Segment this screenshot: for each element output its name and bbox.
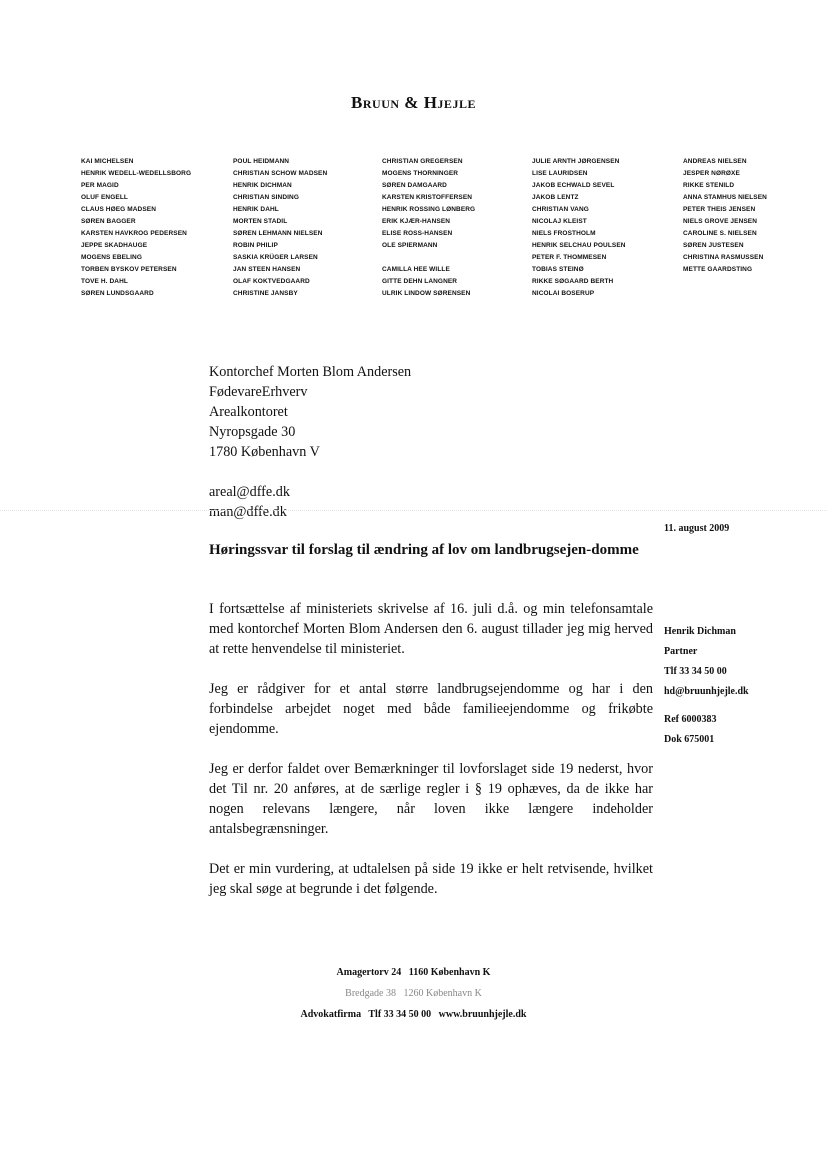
partner-name: ROBIN PHILIP	[233, 242, 278, 249]
partner-name: OLUF ENGELL	[81, 194, 128, 201]
partner-name: JAKOB LENTZ	[532, 194, 579, 201]
partner-name: PETER THEIS JENSEN	[683, 206, 756, 213]
partner-name: SØREN JUSTESEN	[683, 242, 744, 249]
partner-name: MORTEN STADIL	[233, 218, 288, 225]
partner-name: ULRIK LINDOW SØRENSEN	[382, 290, 471, 297]
partner-name: CHRISTIAN GREGERSEN	[382, 158, 463, 165]
partner-spacer	[382, 252, 475, 264]
partner-name: CAMILLA HEE WILLE	[382, 266, 450, 273]
recipient-address	[209, 362, 411, 522]
partner-name: MOGENS THORNINGER	[382, 170, 459, 177]
partner-name: HENRIK WEDELL-WEDELLSBORG	[81, 170, 192, 177]
partner-name: JESPER NØRØXE	[683, 170, 740, 177]
footer-old-address: Bredgade 38 1260 København K	[345, 988, 482, 999]
reference-number: Ref 6000383	[664, 714, 717, 725]
partner-name: NICOLAI BOSERUP	[532, 290, 595, 297]
partner-name: ANNA STAMHUS NIELSEN	[683, 194, 767, 201]
partner-name: TOBIAS STEINØ	[532, 266, 584, 273]
fold-mark	[0, 510, 827, 511]
letter-date: 11. august 2009	[664, 523, 730, 534]
footer-address: Amagertorv 24 1160 København K	[336, 967, 491, 978]
partner-name: MOGENS EBELING	[81, 254, 142, 261]
partner-column-5	[683, 156, 767, 276]
partner-name: OLE SPIERMANN	[382, 242, 438, 249]
partner-name: SØREN DAMGAARD	[382, 182, 447, 189]
recipient-name: Kontorchef Morten Blom Andersen	[209, 364, 412, 380]
partner-name: CHRISTIAN SINDING	[233, 194, 299, 201]
partner-name: JULIE ARNTH JØRGENSEN	[532, 158, 620, 165]
partner-name: NIELS FROSTHOLM	[532, 230, 596, 237]
partner-name: CLAUS HØEG MADSEN	[81, 206, 157, 213]
recipient-department: Arealkontoret	[209, 404, 288, 420]
partner-name: SØREN LUNDSGAARD	[81, 290, 154, 297]
partner-name: CHRISTINE JANSBY	[233, 290, 298, 297]
recipient-organization: FødevareErhverv	[209, 384, 308, 400]
partner-name: ELISE ROSS-HANSEN	[382, 230, 453, 237]
partner-name: HENRIK DAHL	[233, 206, 279, 213]
partner-name: KARSTEN HAVKROG PEDERSEN	[81, 230, 187, 237]
partner-column-1	[81, 156, 191, 300]
firm-logo: Bruun & Hjejle	[351, 93, 476, 112]
recipient-street: Nyropsgade 30	[209, 424, 296, 440]
partner-name: NIELS GROVE JENSEN	[683, 218, 758, 225]
partner-name: CHRISTINA RASMUSSEN	[683, 254, 764, 261]
partner-name: RIKKE SØGAARD BERTH	[532, 278, 614, 285]
partner-column-2	[233, 156, 327, 300]
partner-name: ANDREAS NIELSEN	[683, 158, 747, 165]
partner-name: POUL HEIDMANN	[233, 158, 290, 165]
partner-name: SØREN BAGGER	[81, 218, 136, 225]
sender-info	[664, 622, 749, 750]
sender-phone: Tlf 33 34 50 00	[664, 666, 727, 677]
partner-name: SASKIA KRÜGER LARSEN	[233, 254, 318, 261]
partner-name: TORBEN BYSKOV PETERSEN	[81, 266, 177, 273]
sender-title: Partner	[664, 646, 698, 657]
body-paragraph: I fortsættelse af ministeriets skrivelse af 16. juli d.å. og min telefonsamtale med kontorchef Morten Blom Andersen den 6. august tillader jeg mig herved at rette henvendelse til ministeriet.	[209, 601, 653, 657]
partner-name: CHRISTIAN VANG	[532, 206, 589, 213]
letter-footer	[0, 962, 827, 1025]
body-paragraph: Det er min vurdering, at udtalelsen på side 19 ikke er helt retvisende, hvilket jeg skal søge at begrunde i det følgende.	[209, 861, 653, 897]
partner-name: HENRIK SELCHAU POULSEN	[532, 242, 626, 249]
partner-list	[0, 156, 827, 306]
footer-firm-line: Advokatfirma Tlf 33 34 50 00 www.bruunhjejle.dk	[300, 1009, 527, 1020]
partner-name: HENRIK ROSSING LØNBERG	[382, 206, 476, 213]
partner-name: JAKOB ECHWALD SEVEL	[532, 182, 615, 189]
partner-name: RIKKE STENILD	[683, 182, 735, 189]
recipient-email: man@dffe.dk	[209, 504, 287, 520]
partner-name: CHRISTIAN SCHOW MADSEN	[233, 170, 328, 177]
sender-name: Henrik Dichman	[664, 626, 736, 637]
partner-column-3	[382, 156, 475, 300]
partner-name: KARSTEN KRISTOFFERSEN	[382, 194, 473, 201]
recipient-city: 1780 København V	[209, 444, 320, 460]
letter-subject: Høringssvar til forslag til ændring af lov om landbrugsejen-domme	[209, 542, 639, 558]
document-number: Dok 675001	[664, 734, 715, 745]
partner-name: PER MAGID	[81, 182, 119, 189]
partner-name: JEPPE SKADHAUGE	[81, 242, 148, 249]
partner-name: OLAF KOKTVEDGAARD	[233, 278, 310, 285]
partner-name: GITTE DEHN LANGNER	[382, 278, 458, 285]
partner-name: LISE LAURIDSEN	[532, 170, 588, 177]
sender-email: hd@bruunhjejle.dk	[664, 686, 749, 697]
letter-body	[209, 599, 653, 919]
partner-name: NICOLAJ KLEIST	[532, 218, 587, 225]
partner-name: CAROLINE S. NIELSEN	[683, 230, 757, 237]
partner-name: HENRIK DICHMAN	[233, 182, 292, 189]
partner-column-4	[532, 156, 626, 300]
partner-name: SØREN LEHMANN NIELSEN	[233, 230, 323, 237]
partner-name: JAN STEEN HANSEN	[233, 266, 301, 273]
partner-name: ERIK KJÆR-HANSEN	[382, 218, 451, 225]
partner-name: KAI MICHELSEN	[81, 158, 134, 165]
partner-name: METTE GAARDSTING	[683, 266, 753, 273]
body-paragraph: Jeg er derfor faldet over Bemærkninger til lovforslaget side 19 nederst, hvor det Til nr. 20 anføres, at de særlige regler i § 19 ophæves, da de ikke har nogen relevans længere, når loven ikke længere indeholder antalsbegrænsninger.	[209, 761, 653, 837]
recipient-email: areal@dffe.dk	[209, 484, 290, 500]
partner-name: PETER F. THOMMESEN	[532, 254, 607, 261]
body-paragraph: Jeg er rådgiver for et antal større landbrugsejendomme og har i den forbindelse arbejdet noget med både familieejendomme og frikøbte ejendomme.	[209, 681, 653, 737]
partner-name: TOVE H. DAHL	[81, 278, 128, 285]
